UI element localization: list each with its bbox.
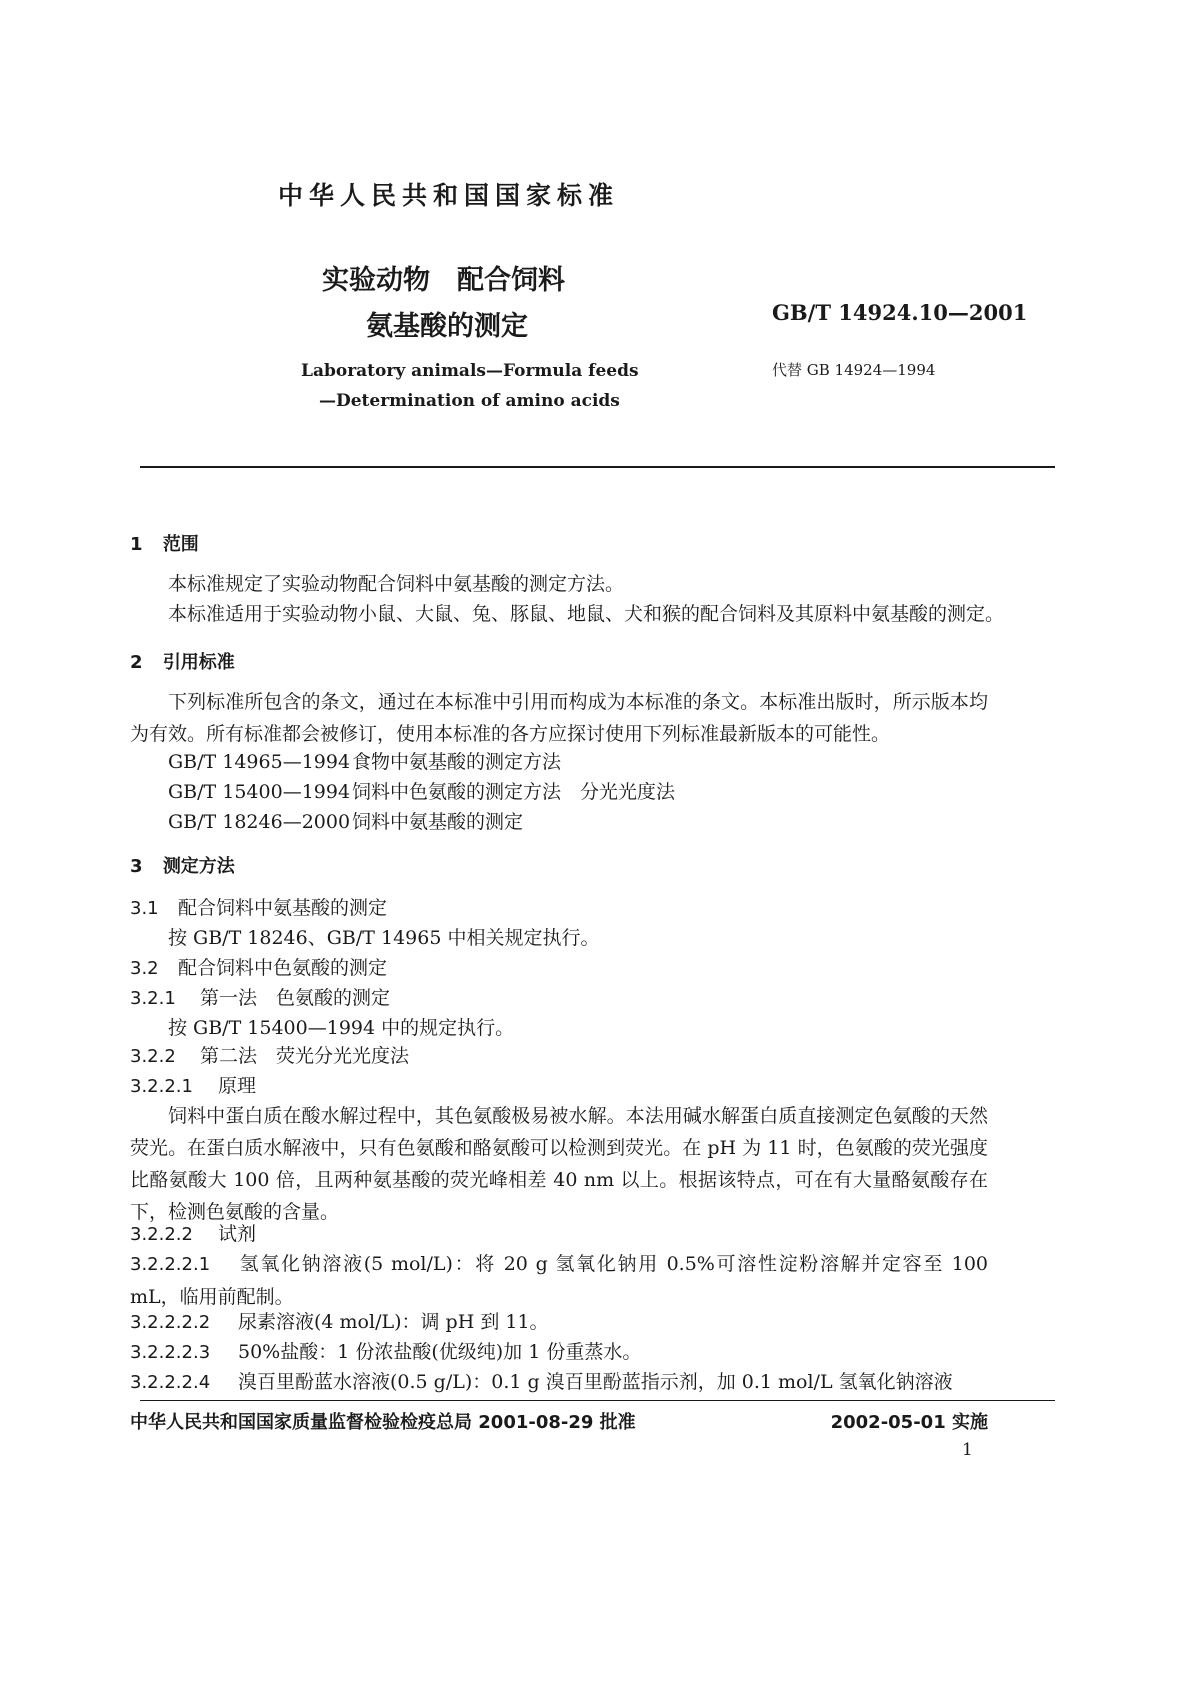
- reagent-item-4: [130, 1366, 953, 1399]
- reference-code: GB/T 14965—1994: [168, 751, 351, 773]
- section-1-paragraph-1: 本标准规定了实验动物配合饲料中氨基酸的测定方法。: [168, 573, 625, 595]
- clause-3-2-1-text: 按 GB/T 15400—1994 中的规定执行。: [168, 1017, 515, 1039]
- clause-number: 3.2.2.2: [130, 1224, 193, 1245]
- header-rule: [140, 466, 1055, 468]
- title-cn-line2: 氨基酸的测定: [366, 311, 528, 342]
- reagent-item-2: [130, 1306, 549, 1339]
- section-3-heading: [130, 852, 235, 878]
- clause-number: 3.2: [130, 958, 159, 979]
- clause-3-2-2-2: [130, 1218, 256, 1251]
- principle-paragraph: 饲料中蛋白质在酸水解过程中，其色氨酸极易被水解。本法用碱水解蛋白质直接测定色氨酸的天然荧光。在蛋白质水解液中，只有色氨酸和酪氨酸可以检测到荧光。在 pH 为 11 时，色氨酸的荧光强度比酪氨酸大 100 倍，且两种氨基酸的荧光峰相差 40 nm 以上。根据该特点，可在有大量酪氨酸存在下，检测色氨酸的含量。: [130, 1105, 988, 1223]
- page-number: 1: [962, 1440, 973, 1460]
- clause-3-2-1: [130, 982, 390, 1015]
- replaces-standard: 代替 GB 14924—1994: [772, 361, 936, 379]
- approval-line: 中华人民共和国国家质量监督检验检疫总局 2001-08-29 批准: [130, 1412, 636, 1433]
- section-1-heading: [130, 530, 199, 556]
- section-2-paragraph: 下列标准所包含的条文，通过在本标准中引用而构成为本标准的条文。本标准出版时，所示版本均为有效。所有标准都会被修订，使用本标准的各方应探讨使用下列标准最新版本的可能性。: [130, 691, 988, 745]
- reagent-text: 溴百里酚蓝水溶液(0.5 g/L)：0.1 g 溴百里酚蓝指示剂，加 0.1 mol/L 氢氧化钠溶液: [238, 1371, 953, 1393]
- clause-3-2: [130, 952, 387, 985]
- clause-3-2-2: [130, 1040, 409, 1073]
- clause-title: 第一法 色氨酸的测定: [200, 987, 391, 1009]
- section-number: 1: [130, 534, 143, 555]
- section-2-heading: [130, 648, 235, 674]
- standard-number: GB/T 14924.10—2001: [772, 300, 1028, 325]
- reference-code: GB/T 15400—1994: [168, 781, 351, 803]
- footer-rule: [140, 1400, 1055, 1401]
- reagent-item-1: [130, 1248, 988, 1313]
- section-1-paragraph-2: 本标准适用于实验动物小鼠、大鼠、兔、豚鼠、地鼠、犬和猴的配合饲料及其原料中氨基酸的测定。: [168, 603, 1005, 625]
- clause-number: 3.2.2.2.1: [130, 1254, 211, 1275]
- reagent-text: 氢氧化钠溶液(5 mol/L)：将 20 g 氢氧化钠用 0.5%可溶性淀粉溶解并定容至 100 mL，临用前配制。: [130, 1253, 988, 1308]
- section-title: 引用标准: [162, 652, 235, 673]
- clause-3-1-text: 按 GB/T 18246、GB/T 14965 中相关规定执行。: [168, 927, 600, 949]
- title-cn-line1: 实验动物 配合饲料: [322, 265, 565, 296]
- title-en-line2: —Determination of amino acids: [319, 391, 620, 411]
- clause-title: 配合饲料中氨基酸的测定: [178, 897, 388, 919]
- clause-number: 3.1: [130, 898, 159, 919]
- section-title: 范围: [162, 534, 199, 555]
- reference-item: [168, 776, 675, 808]
- reference-item: [168, 746, 561, 778]
- reference-name: 饲料中氨基酸的测定: [352, 811, 524, 833]
- reference-item: [168, 806, 523, 838]
- clause-title: 配合饲料中色氨酸的测定: [178, 957, 388, 979]
- effective-date: 2002-05-01 实施: [830, 1412, 988, 1433]
- clause-title: 原理: [218, 1075, 257, 1097]
- clause-3-1: [130, 892, 387, 925]
- clause-3-2-2-1: [130, 1070, 256, 1103]
- clause-number: 3.2.2: [130, 1046, 176, 1067]
- reference-name: 食物中氨基酸的测定方法: [352, 751, 562, 773]
- clause-number: 3.2.2.2.4: [130, 1372, 211, 1393]
- reagent-item-3: [130, 1336, 641, 1369]
- clause-number: 3.2.1: [130, 988, 176, 1009]
- clause-number: 3.2.2.2.2: [130, 1312, 211, 1333]
- national-standard-label: 中华人民共和国国家标准: [278, 181, 620, 210]
- section-title: 测定方法: [162, 856, 235, 877]
- section-number: 2: [130, 652, 143, 673]
- reference-code: GB/T 18246—2000: [168, 811, 351, 833]
- section-number: 3: [130, 856, 143, 877]
- reagent-text: 50%盐酸：1 份浓盐酸(优级纯)加 1 份重蒸水。: [238, 1341, 642, 1363]
- clause-number: 3.2.2.2.3: [130, 1342, 211, 1363]
- reference-name: 饲料中色氨酸的测定方法 分光光度法: [352, 781, 676, 803]
- clause-title: 试剂: [218, 1223, 257, 1245]
- clause-title: 第二法 荧光分光光度法: [200, 1045, 410, 1067]
- title-en-line1: Laboratory animals—Formula feeds: [301, 361, 639, 381]
- clause-number: 3.2.2.1: [130, 1076, 193, 1097]
- reagent-text: 尿素溶液(4 mol/L)：调 pH 到 11。: [238, 1311, 549, 1333]
